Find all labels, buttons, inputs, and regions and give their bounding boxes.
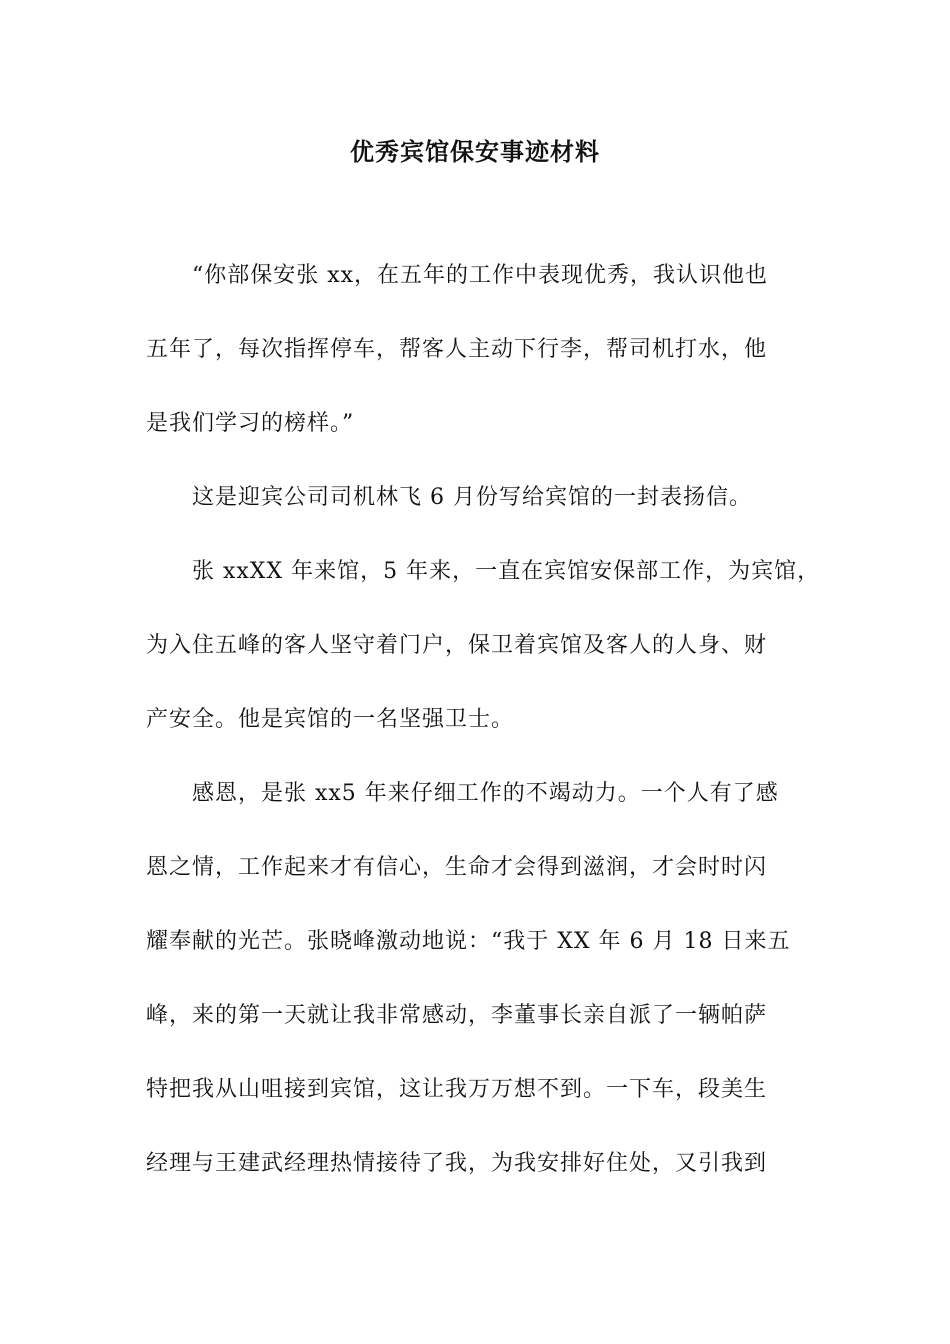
body-line: “你部保安张 xx，在五年的工作中表现优秀，我认识他也	[192, 263, 769, 288]
body-line: 这是迎宾公司司机林飞 6 月份写给宾馆的一封表扬信。	[192, 485, 752, 510]
body-line: 经理与王建武经理热情接待了我，为我安排好住处，又引我到	[146, 1151, 768, 1176]
body-line: 是我们学习的榜样。”	[146, 411, 355, 436]
body-line: 张 xxXX 年来馆，5 年来，一直在宾馆安保部工作，为宾馆，	[192, 559, 821, 584]
body-line: 耀奉献的光芒。张晓峰激动地说：“我于 XX 年 6 月 18 日来五	[146, 929, 791, 954]
body-line: 特把我从山咀接到宾馆，这让我万万想不到。一下车，段美生	[146, 1077, 768, 1102]
body-line: 感恩，是张 xx5 年来仔细工作的不竭动力。一个人有了感	[192, 781, 779, 806]
body-line: 峰，来的第一天就让我非常感动，李董事长亲自派了一辆帕萨	[146, 1003, 768, 1028]
body-line: 恩之情，工作起来才有信心，生命才会得到滋润，才会时时闪	[146, 855, 768, 880]
body-line: 产安全。他是宾馆的一名坚强卫士。	[146, 707, 515, 732]
body-line: 五年了，每次指挥停车，帮客人主动下行李，帮司机打水，他	[146, 337, 768, 362]
body-line: 为入住五峰的客人坚守着门户，保卫着宾馆及客人的人身、财	[146, 633, 768, 658]
document-title: 优秀宾馆保安事迹材料	[350, 137, 600, 166]
